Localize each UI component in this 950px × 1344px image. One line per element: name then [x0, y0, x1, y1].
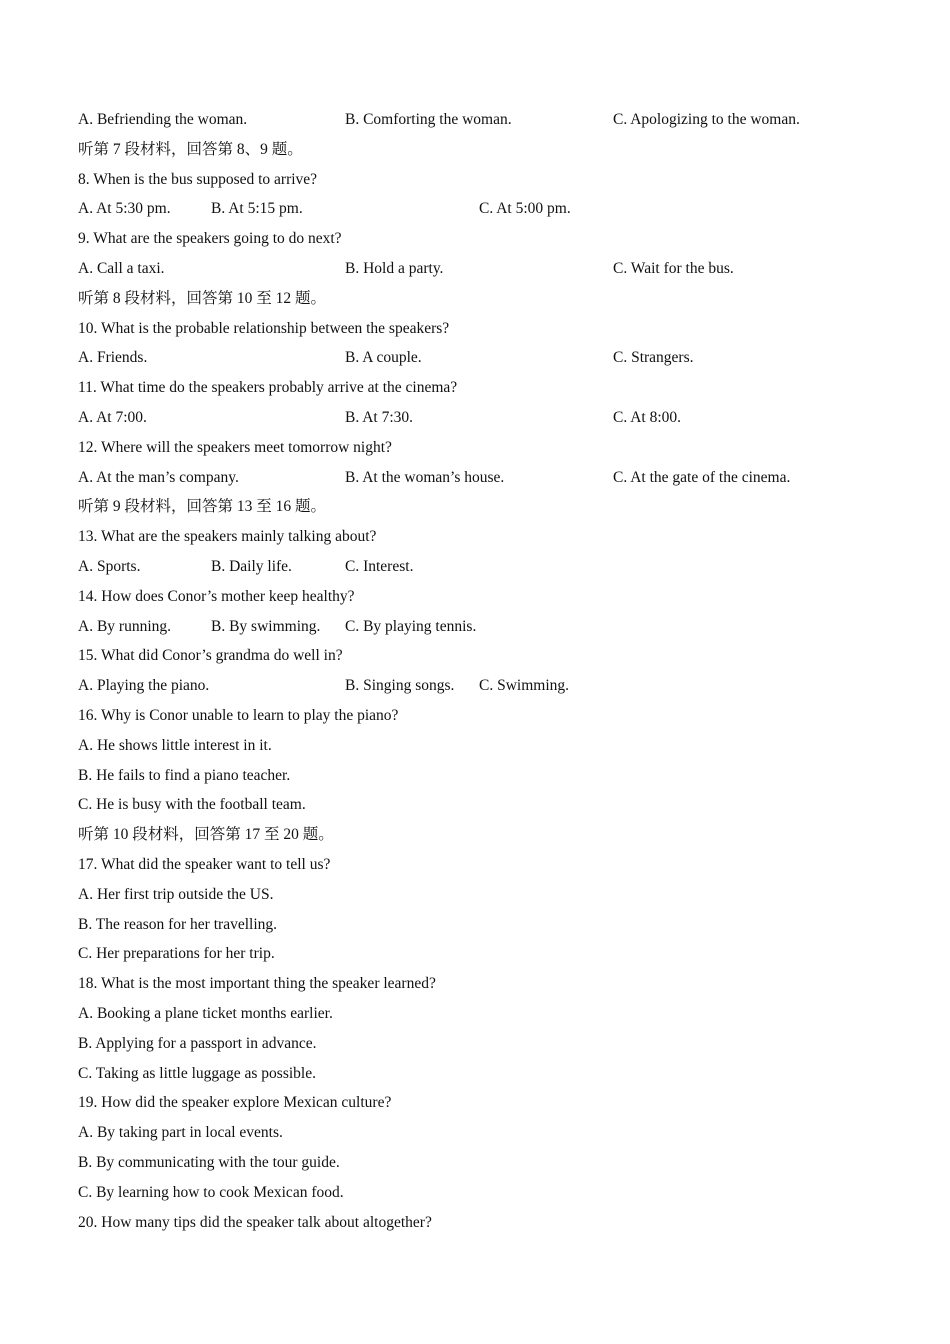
question: 8. When is the bus supposed to arrive?: [78, 170, 318, 188]
option-line: C. He is busy with the football team.: [78, 796, 306, 814]
question: 9. What are the speakers going to do next?: [78, 230, 342, 248]
option-a: A. At 5:30 pm.: [78, 200, 171, 218]
question: 16. Why is Conor unable to learn to play the piano?: [78, 707, 399, 724]
option-a: A. At the man’s company.: [78, 468, 239, 486]
option-c: C. At 8:00.: [613, 409, 682, 426]
question: 11. What time do the speakers probably arrive at the cinema?: [78, 379, 458, 397]
option-c: C. At the gate of the cinema.: [613, 468, 791, 486]
option-a: A. Befriending the woman.: [78, 111, 248, 128]
option-b: B. A couple.: [345, 349, 422, 367]
option-line: B. The reason for her travelling.: [78, 915, 277, 933]
option-c: C. Swimming.: [479, 677, 570, 695]
option-c: C. At 5:00 pm.: [479, 200, 571, 218]
option-a: A. At 7:00.: [78, 409, 147, 426]
section-heading: 听第 9 段材料，回答第 13 至 16 题。: [78, 498, 327, 516]
option-line: A. Booking a plane ticket months earlier.: [78, 1005, 333, 1022]
option-b: B. At the woman’s house.: [345, 468, 505, 486]
option-a: A. By running.: [78, 617, 171, 635]
option-line: A. Her first trip outside the US.: [78, 885, 274, 903]
option-b: B. Daily life.: [211, 558, 292, 575]
option-line: C. Taking as little luggage as possible.: [78, 1064, 316, 1082]
option-b: B. At 7:30.: [345, 409, 414, 426]
option-c: C. Strangers.: [613, 349, 694, 367]
question: 13. What are the speakers mainly talking about?: [78, 528, 377, 546]
question: 17. What did the speaker want to tell us?: [78, 856, 331, 873]
option-b: B. Comforting the woman.: [345, 111, 512, 128]
section-heading: 听第 10 段材料，回答第 17 至 20 题。: [78, 826, 334, 844]
option-line: C. By learning how to cook Mexican food.: [78, 1183, 344, 1201]
option-c: C. By playing tennis.: [345, 617, 477, 635]
question: 14. How does Conor’s mother keep healthy?: [78, 587, 355, 605]
question: 12. Where will the speakers meet tomorrow night?: [78, 438, 392, 456]
option-a: A. Sports.: [78, 558, 141, 575]
option-a: A. Playing the piano.: [78, 677, 210, 695]
option-a: A. Call a taxi.: [78, 260, 165, 277]
section-heading: 听第 7 段材料，回答第 8、9 题。: [78, 140, 303, 158]
option-b: B. By swimming.: [211, 617, 321, 635]
section-heading: 听第 8 段材料，回答第 10 至 12 题。: [78, 289, 327, 307]
option-line: A. By taking part in local events.: [78, 1124, 283, 1142]
option-c: C. Interest.: [345, 558, 414, 575]
question: 15. What did Conor’s grandma do well in?: [78, 647, 343, 665]
question: 10. What is the probable relationship between the speakers?: [78, 319, 450, 337]
question: 18. What is the most important thing the speaker learned?: [78, 975, 436, 993]
question: 20. How many tips did the speaker talk about altogether?: [78, 1213, 432, 1231]
question: 19. How did the speaker explore Mexican culture?: [78, 1094, 392, 1112]
option-line: B. By communicating with the tour guide.: [78, 1154, 340, 1171]
option-b: B. Singing songs.: [345, 677, 455, 695]
option-c: C. Apologizing to the woman.: [613, 111, 800, 128]
option-line: C. Her preparations for her trip.: [78, 945, 275, 963]
option-b: B. At 5:15 pm.: [211, 200, 303, 218]
option-b: B. Hold a party.: [345, 260, 444, 277]
option-c: C. Wait for the bus.: [613, 260, 734, 277]
option-line: B. Applying for a passport in advance.: [78, 1034, 317, 1052]
option-line: A. He shows little interest in it.: [78, 736, 272, 754]
option-a: A. Friends.: [78, 349, 148, 367]
option-line: B. He fails to find a piano teacher.: [78, 766, 291, 784]
